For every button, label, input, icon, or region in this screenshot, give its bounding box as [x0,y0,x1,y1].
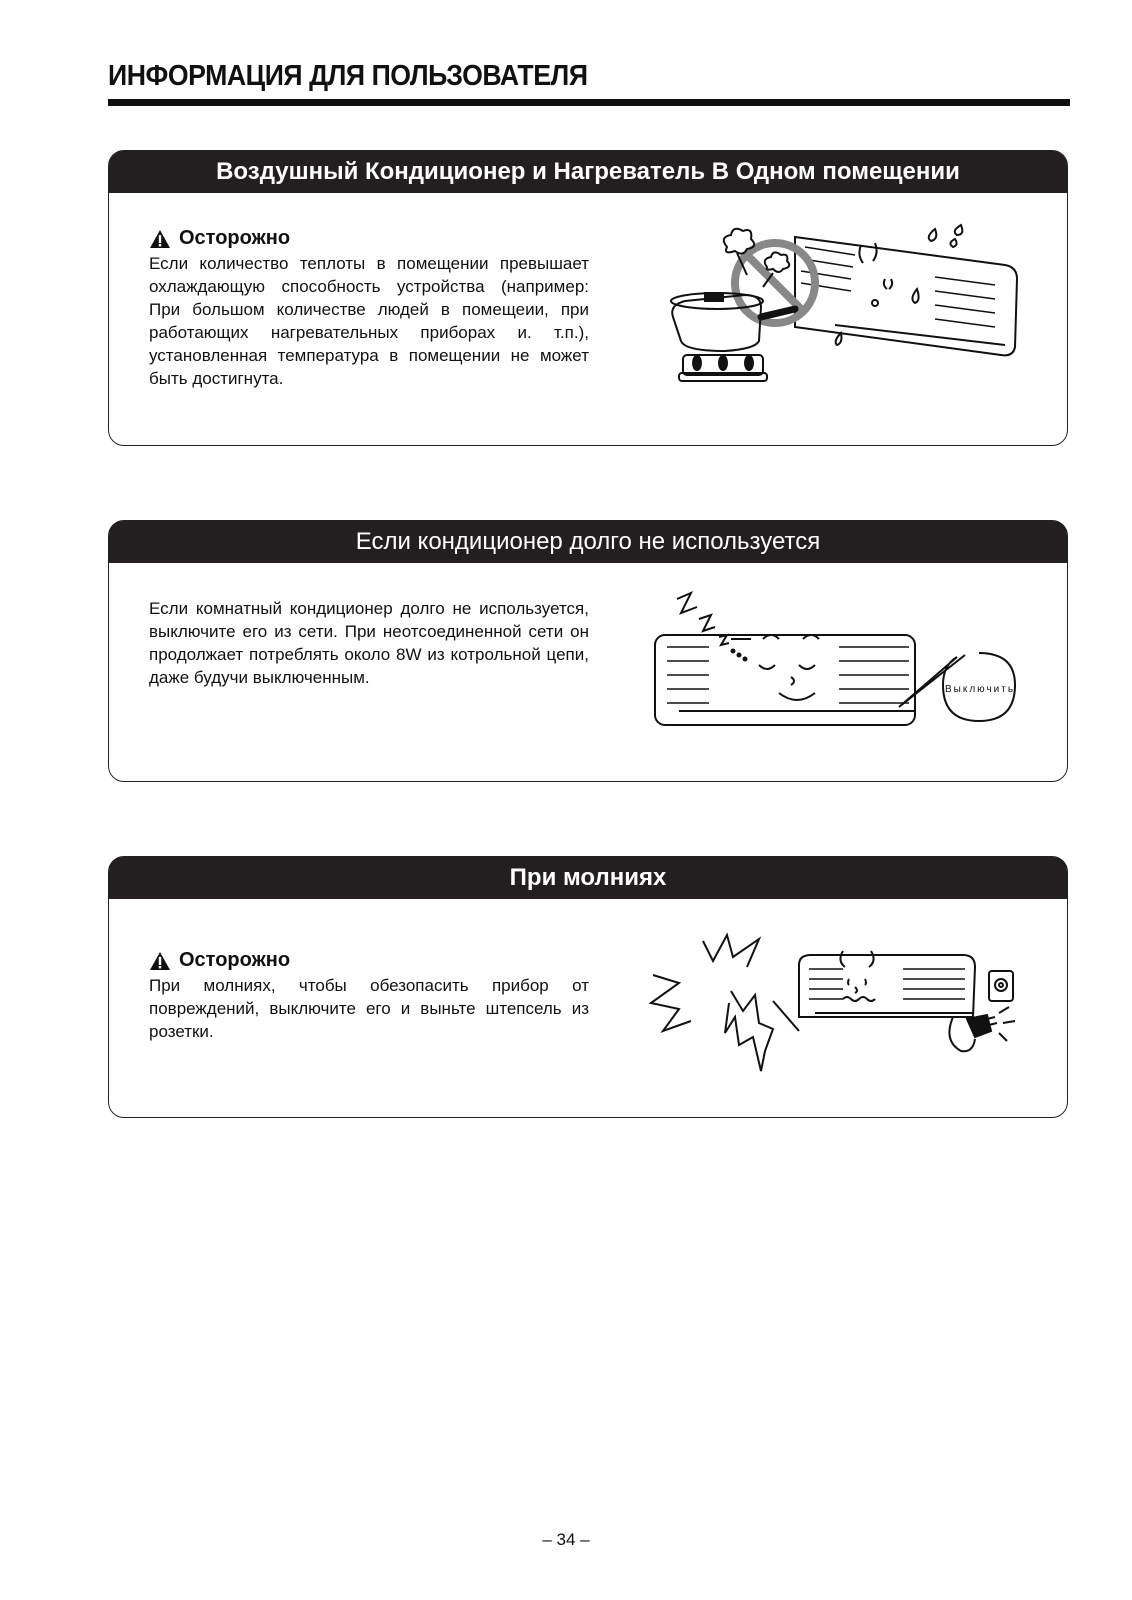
warning-label: Осторожно [179,949,291,971]
warning-triangle-icon [149,951,171,971]
page-title: ИНФОРМАЦИЯ ДЛЯ ПОЛЬЗОВАТЕЛЯ [108,60,588,92]
warning-triangle-icon [149,229,171,249]
lightning-ac-illustration [643,921,1063,1101]
section-header: Если кондиционер долго не используется [109,521,1067,563]
page-number: – 34 – [542,1530,590,1549]
section-lightning [108,856,1068,1118]
warning-label: Осторожно [179,227,291,249]
bubble-label: Выключить [945,684,1016,695]
section-heat [108,150,1068,446]
section-unused [108,520,1068,782]
sleeping-ac-illustration [639,585,1059,765]
section-text: Если количество теплоты в помещении превышает охлаждающую способность устройства (например: При большом количестве людей в помещеии, при работающих нагревательных приборах и. т.п.), установленная температура в помещении не может быть достигнута. [149,254,589,388]
warning-heading [149,949,589,972]
warning-heading [149,227,589,250]
section-text: Если комнатный кондиционер долго не используется, выключите его из сети. При неотсоединенной сети он продолжает потреблять около 8W из котрольной цепи, даже будучи выключенным. [149,599,589,687]
section-body [149,597,589,689]
section-body [149,949,589,1043]
title-rule [108,99,1070,106]
section-header: Воздушный Кондиционер и Нагреватель В Одном помещении [109,151,1067,193]
section-body [149,227,589,390]
heater-and-ac-illustration [665,217,1065,397]
section-header: При молниях [109,857,1067,899]
section-text: При молниях, чтобы обезопасить прибор от повреждений, выключите его и выньте штепсель из розетки. [149,976,589,1041]
